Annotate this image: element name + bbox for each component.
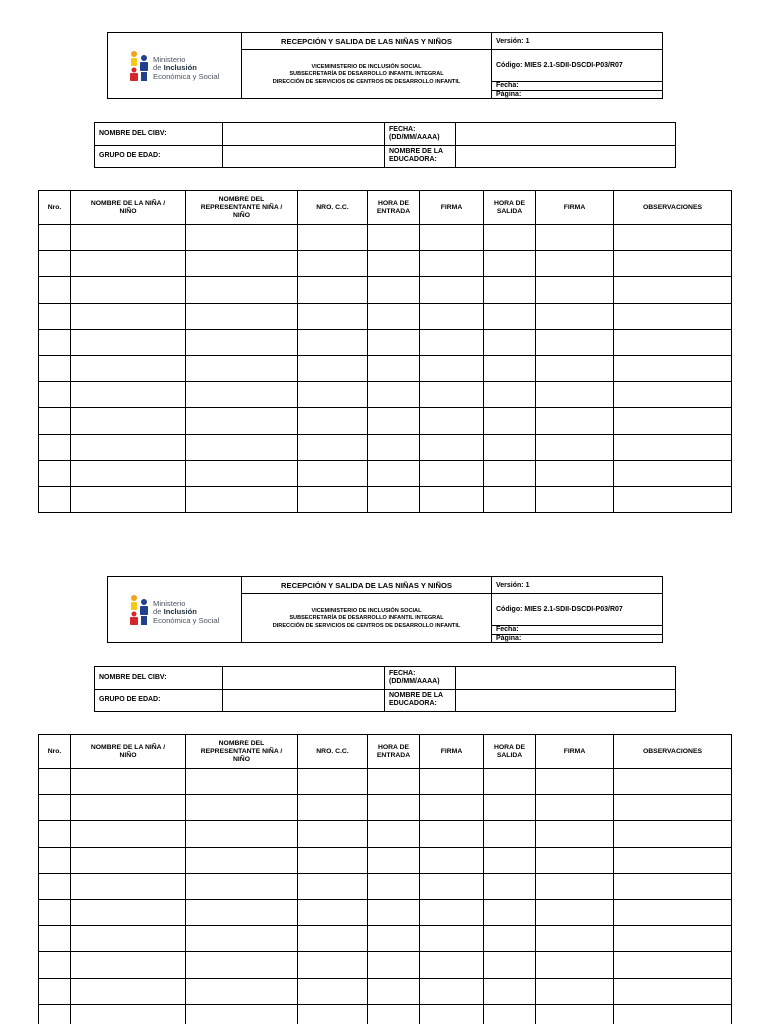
table-cell[interactable] xyxy=(614,795,732,821)
table-cell[interactable] xyxy=(39,978,71,1004)
table-cell[interactable] xyxy=(39,434,71,460)
institution-subtitle: VICEMINISTERIO DE INCLUSIÓN SOCIAL SUBSECRETARÍA DE DESARROLLO INFANTIL INTEGRAL DIRECCIÓN DE SERVICIOS DE CENTROS DE DESARROLLO INFANTIL xyxy=(242,50,492,99)
col-representative-name: NOMBRE DEL REPRESENTANTE NIÑA / NIÑO xyxy=(186,191,298,225)
table-cell[interactable] xyxy=(368,277,420,303)
logo-cell xyxy=(108,33,242,99)
table-cell[interactable] xyxy=(298,355,368,381)
table-cell[interactable] xyxy=(536,277,614,303)
table-cell[interactable] xyxy=(186,251,298,277)
table-cell[interactable] xyxy=(186,926,298,952)
table-cell[interactable] xyxy=(186,486,298,512)
table-cell[interactable] xyxy=(298,277,368,303)
table-cell[interactable] xyxy=(368,486,420,512)
table-cell[interactable] xyxy=(614,847,732,873)
table-cell[interactable] xyxy=(420,795,484,821)
table-cell[interactable] xyxy=(614,1004,732,1024)
table-cell[interactable] xyxy=(71,769,186,795)
table-cell[interactable] xyxy=(298,978,368,1004)
table-cell[interactable] xyxy=(298,847,368,873)
col-exit-time: HORA DE SALIDA xyxy=(484,191,536,225)
table-cell[interactable] xyxy=(536,821,614,847)
table-row xyxy=(39,460,732,486)
table-cell[interactable] xyxy=(71,1004,186,1024)
table-cell[interactable] xyxy=(71,329,186,355)
table-cell[interactable] xyxy=(71,355,186,381)
table-cell[interactable] xyxy=(186,873,298,899)
table-cell[interactable] xyxy=(186,899,298,925)
table-cell[interactable] xyxy=(614,952,732,978)
table-body xyxy=(39,225,732,513)
table-cell[interactable] xyxy=(186,978,298,1004)
form-title: RECEPCIÓN Y SALIDA DE LAS NIÑAS Y NIÑOS xyxy=(242,33,492,50)
table-cell[interactable] xyxy=(484,1004,536,1024)
col-signature-entry: FIRMA xyxy=(420,735,484,769)
table-cell[interactable] xyxy=(186,795,298,821)
cibv-name-label: NOMBRE DEL CIBV: xyxy=(95,667,223,690)
table-cell[interactable] xyxy=(536,795,614,821)
table-header-row xyxy=(39,735,732,769)
table-body xyxy=(39,769,732,1024)
table-cell[interactable] xyxy=(536,769,614,795)
table-row xyxy=(39,899,732,925)
table-cell[interactable] xyxy=(536,408,614,434)
table-cell[interactable] xyxy=(484,408,536,434)
table-cell[interactable] xyxy=(71,460,186,486)
table-cell[interactable] xyxy=(536,1004,614,1024)
version-label: Versión: 1 xyxy=(492,33,663,50)
table-cell[interactable] xyxy=(420,926,484,952)
table-cell[interactable] xyxy=(71,873,186,899)
table-cell[interactable] xyxy=(71,434,186,460)
table-cell[interactable] xyxy=(298,952,368,978)
table-cell[interactable] xyxy=(420,952,484,978)
table-cell[interactable] xyxy=(420,382,484,408)
table-cell[interactable] xyxy=(368,821,420,847)
table-cell[interactable] xyxy=(484,873,536,899)
table-cell[interactable] xyxy=(186,1004,298,1024)
table-row xyxy=(39,329,732,355)
table-cell[interactable] xyxy=(186,355,298,381)
table-row xyxy=(39,251,732,277)
table-cell[interactable] xyxy=(536,251,614,277)
logo-cell xyxy=(108,577,242,643)
table-cell[interactable] xyxy=(368,899,420,925)
educator-name-label: NOMBRE DE LA EDUCADORA: xyxy=(385,145,456,168)
table-cell[interactable] xyxy=(420,873,484,899)
table-cell[interactable] xyxy=(39,1004,71,1024)
table-cell[interactable] xyxy=(39,329,71,355)
table-cell[interactable] xyxy=(71,225,186,251)
table-cell[interactable] xyxy=(536,847,614,873)
table-cell[interactable] xyxy=(536,434,614,460)
table-cell[interactable] xyxy=(368,873,420,899)
table-cell[interactable] xyxy=(368,382,420,408)
table-cell[interactable] xyxy=(420,1004,484,1024)
table-cell[interactable] xyxy=(368,225,420,251)
table-cell[interactable] xyxy=(484,821,536,847)
col-id-number: NRO. C.C. xyxy=(298,191,368,225)
table-cell[interactable] xyxy=(420,486,484,512)
table-cell[interactable] xyxy=(368,1004,420,1024)
table-cell[interactable] xyxy=(186,225,298,251)
table-cell[interactable] xyxy=(536,926,614,952)
table-cell[interactable] xyxy=(71,847,186,873)
table-cell[interactable] xyxy=(298,486,368,512)
educator-name-field[interactable] xyxy=(456,145,676,168)
table-cell[interactable] xyxy=(39,769,71,795)
table-cell[interactable] xyxy=(71,251,186,277)
table-cell[interactable] xyxy=(368,434,420,460)
table-cell[interactable] xyxy=(536,899,614,925)
table-cell[interactable] xyxy=(368,355,420,381)
table-cell[interactable] xyxy=(420,460,484,486)
table-cell[interactable] xyxy=(484,486,536,512)
table-cell[interactable] xyxy=(536,355,614,381)
table-row xyxy=(39,926,732,952)
table-cell[interactable] xyxy=(71,486,186,512)
table-cell[interactable] xyxy=(484,926,536,952)
table-cell[interactable] xyxy=(484,329,536,355)
table-cell[interactable] xyxy=(39,355,71,381)
table-cell[interactable] xyxy=(536,225,614,251)
table-cell[interactable] xyxy=(368,408,420,434)
table-cell[interactable] xyxy=(536,978,614,1004)
code-label: Código: MIES 2.1-SDII-DSCDI-P03/R07 xyxy=(492,50,663,82)
table-cell[interactable] xyxy=(614,926,732,952)
table-row xyxy=(39,486,732,512)
table-cell[interactable] xyxy=(536,329,614,355)
institution-subtitle: VICEMINISTERIO DE INCLUSIÓN SOCIAL SUBSECRETARÍA DE DESARROLLO INFANTIL INTEGRAL DIRECCIÓN DE SERVICIOS DE CENTROS DE DESARROLLO INFANTIL xyxy=(242,594,492,643)
table-row xyxy=(39,847,732,873)
table-cell[interactable] xyxy=(186,382,298,408)
col-id-number: NRO. C.C. xyxy=(298,735,368,769)
version-label: Versión: 1 xyxy=(492,577,663,594)
info-box xyxy=(94,666,676,712)
ministry-logo xyxy=(108,33,241,98)
table-cell[interactable] xyxy=(484,978,536,1004)
age-group-label: GRUPO DE EDAD: xyxy=(95,689,223,712)
logo-text: Ministerio de Inclusión Económica y Social xyxy=(153,55,220,81)
table-cell[interactable] xyxy=(536,873,614,899)
date-field-label: FECHA: (DD/MM/AAAA) xyxy=(385,123,456,146)
table-cell[interactable] xyxy=(368,952,420,978)
table-row xyxy=(39,382,732,408)
table-cell[interactable] xyxy=(368,978,420,1004)
cibv-name-field[interactable] xyxy=(223,667,385,690)
col-nro: Nro. xyxy=(39,735,71,769)
table-cell[interactable] xyxy=(420,355,484,381)
table-cell[interactable] xyxy=(186,434,298,460)
table-cell[interactable] xyxy=(420,225,484,251)
table-cell[interactable] xyxy=(536,460,614,486)
table-cell[interactable] xyxy=(368,460,420,486)
table-cell[interactable] xyxy=(614,382,732,408)
table-row xyxy=(39,873,732,899)
header-box xyxy=(107,576,663,643)
table-row xyxy=(39,952,732,978)
table-cell[interactable] xyxy=(39,952,71,978)
page-label: Página: xyxy=(492,634,663,643)
table-cell[interactable] xyxy=(614,821,732,847)
table-cell[interactable] xyxy=(484,769,536,795)
table-cell[interactable] xyxy=(39,821,71,847)
table-cell[interactable] xyxy=(484,899,536,925)
table-cell[interactable] xyxy=(39,847,71,873)
date-field-label: FECHA: (DD/MM/AAAA) xyxy=(385,667,456,690)
table-cell[interactable] xyxy=(39,277,71,303)
table-cell[interactable] xyxy=(186,277,298,303)
cibv-name-field[interactable] xyxy=(223,123,385,146)
table-cell[interactable] xyxy=(298,251,368,277)
table-cell[interactable] xyxy=(298,382,368,408)
table-cell[interactable] xyxy=(368,847,420,873)
table-cell[interactable] xyxy=(420,277,484,303)
table-cell[interactable] xyxy=(298,1004,368,1024)
table-cell[interactable] xyxy=(71,821,186,847)
table-cell[interactable] xyxy=(536,952,614,978)
table-cell[interactable] xyxy=(484,251,536,277)
table-cell[interactable] xyxy=(186,329,298,355)
table-cell[interactable] xyxy=(614,978,732,1004)
table-cell[interactable] xyxy=(298,329,368,355)
table-cell[interactable] xyxy=(186,408,298,434)
table-cell[interactable] xyxy=(614,769,732,795)
table-cell[interactable] xyxy=(614,355,732,381)
table-cell[interactable] xyxy=(298,303,368,329)
col-observations: OBSERVACIONES xyxy=(614,191,732,225)
table-cell[interactable] xyxy=(298,821,368,847)
table-cell[interactable] xyxy=(368,329,420,355)
table-cell[interactable] xyxy=(186,769,298,795)
table-cell[interactable] xyxy=(186,303,298,329)
col-observations: OBSERVACIONES xyxy=(614,735,732,769)
table-cell[interactable] xyxy=(298,873,368,899)
table-cell[interactable] xyxy=(614,303,732,329)
table-cell[interactable] xyxy=(71,382,186,408)
table-header-row xyxy=(39,191,732,225)
table-cell[interactable] xyxy=(71,952,186,978)
table-row xyxy=(39,434,732,460)
table-cell[interactable] xyxy=(71,408,186,434)
table-cell[interactable] xyxy=(614,277,732,303)
table-cell[interactable] xyxy=(484,460,536,486)
table-cell[interactable] xyxy=(420,847,484,873)
attendance-table xyxy=(38,734,732,1024)
table-cell[interactable] xyxy=(536,486,614,512)
table-cell[interactable] xyxy=(420,303,484,329)
table-cell[interactable] xyxy=(484,847,536,873)
table-cell[interactable] xyxy=(71,303,186,329)
table-cell[interactable] xyxy=(71,899,186,925)
col-child-name: NOMBRE DE LA NIÑA / NIÑO xyxy=(71,191,186,225)
date-field[interactable] xyxy=(456,123,676,146)
table-row xyxy=(39,821,732,847)
table-cell[interactable] xyxy=(484,303,536,329)
table-cell[interactable] xyxy=(484,795,536,821)
table-row xyxy=(39,277,732,303)
table-cell[interactable] xyxy=(39,251,71,277)
table-cell[interactable] xyxy=(536,303,614,329)
attendance-table xyxy=(38,190,732,513)
header-box xyxy=(107,32,663,99)
table-cell[interactable] xyxy=(39,382,71,408)
code-label: Código: MIES 2.1-SDII-DSCDI-P03/R07 xyxy=(492,594,663,626)
table-cell[interactable] xyxy=(368,769,420,795)
col-exit-time: HORA DE SALIDA xyxy=(484,735,536,769)
educator-name-field[interactable] xyxy=(456,689,676,712)
table-cell[interactable] xyxy=(298,769,368,795)
date-label: Fecha: xyxy=(492,82,663,91)
col-representative-name: NOMBRE DEL REPRESENTANTE NIÑA / NIÑO xyxy=(186,735,298,769)
table-row xyxy=(39,408,732,434)
table-cell[interactable] xyxy=(368,795,420,821)
table-cell[interactable] xyxy=(484,355,536,381)
table-cell[interactable] xyxy=(484,952,536,978)
table-cell[interactable] xyxy=(298,225,368,251)
table-row xyxy=(39,795,732,821)
table-cell[interactable] xyxy=(368,303,420,329)
table-cell[interactable] xyxy=(39,408,71,434)
age-group-field[interactable] xyxy=(223,689,385,712)
date-label: Fecha: xyxy=(492,626,663,635)
table-cell[interactable] xyxy=(420,769,484,795)
family-icon xyxy=(128,593,152,627)
col-child-name: NOMBRE DE LA NIÑA / NIÑO xyxy=(71,735,186,769)
table-row xyxy=(39,1004,732,1024)
table-cell[interactable] xyxy=(298,795,368,821)
educator-name-label: NOMBRE DE LA EDUCADORA: xyxy=(385,689,456,712)
table-cell[interactable] xyxy=(368,251,420,277)
table-cell[interactable] xyxy=(420,899,484,925)
ministry-logo xyxy=(108,577,241,642)
family-icon xyxy=(128,49,152,83)
table-cell[interactable] xyxy=(186,847,298,873)
col-entry-time: HORA DE ENTRADA xyxy=(368,735,420,769)
table-cell[interactable] xyxy=(39,303,71,329)
col-entry-time: HORA DE ENTRADA xyxy=(368,191,420,225)
logo-text: Ministerio de Inclusión Económica y Social xyxy=(153,599,220,625)
table-cell[interactable] xyxy=(484,277,536,303)
table-cell[interactable] xyxy=(420,408,484,434)
age-group-label: GRUPO DE EDAD: xyxy=(95,145,223,168)
table-row xyxy=(39,225,732,251)
table-cell[interactable] xyxy=(420,978,484,1004)
table-cell[interactable] xyxy=(298,926,368,952)
table-cell[interactable] xyxy=(614,899,732,925)
table-cell[interactable] xyxy=(420,251,484,277)
col-signature-exit: FIRMA xyxy=(536,191,614,225)
page-label: Página: xyxy=(492,90,663,99)
table-cell[interactable] xyxy=(39,926,71,952)
table-cell[interactable] xyxy=(71,926,186,952)
table-cell[interactable] xyxy=(39,795,71,821)
table-cell[interactable] xyxy=(614,329,732,355)
table-cell[interactable] xyxy=(39,899,71,925)
table-cell[interactable] xyxy=(614,434,732,460)
table-cell[interactable] xyxy=(71,978,186,1004)
col-signature-entry: FIRMA xyxy=(420,191,484,225)
table-cell[interactable] xyxy=(71,277,186,303)
cibv-name-label: NOMBRE DEL CIBV: xyxy=(95,123,223,146)
table-cell[interactable] xyxy=(536,382,614,408)
table-cell[interactable] xyxy=(614,460,732,486)
table-cell[interactable] xyxy=(39,460,71,486)
table-cell[interactable] xyxy=(368,926,420,952)
table-cell[interactable] xyxy=(71,795,186,821)
table-cell[interactable] xyxy=(186,821,298,847)
table-cell[interactable] xyxy=(186,460,298,486)
table-cell[interactable] xyxy=(420,329,484,355)
table-cell[interactable] xyxy=(298,408,368,434)
table-row xyxy=(39,355,732,381)
table-cell[interactable] xyxy=(614,486,732,512)
table-cell[interactable] xyxy=(39,225,71,251)
table-cell[interactable] xyxy=(484,225,536,251)
col-signature-exit: FIRMA xyxy=(536,735,614,769)
table-cell[interactable] xyxy=(614,408,732,434)
date-field[interactable] xyxy=(456,667,676,690)
table-cell[interactable] xyxy=(420,434,484,460)
table-cell[interactable] xyxy=(484,382,536,408)
col-nro: Nro. xyxy=(39,191,71,225)
table-cell[interactable] xyxy=(614,251,732,277)
age-group-field[interactable] xyxy=(223,145,385,168)
table-cell[interactable] xyxy=(420,821,484,847)
table-cell[interactable] xyxy=(298,434,368,460)
table-cell[interactable] xyxy=(614,225,732,251)
table-row xyxy=(39,769,732,795)
table-cell[interactable] xyxy=(298,460,368,486)
table-cell[interactable] xyxy=(614,873,732,899)
info-box xyxy=(94,122,676,168)
table-cell[interactable] xyxy=(298,899,368,925)
table-cell[interactable] xyxy=(484,434,536,460)
table-row xyxy=(39,978,732,1004)
table-cell[interactable] xyxy=(39,873,71,899)
table-row xyxy=(39,303,732,329)
form-title: RECEPCIÓN Y SALIDA DE LAS NIÑAS Y NIÑOS xyxy=(242,577,492,594)
table-cell[interactable] xyxy=(39,486,71,512)
table-cell[interactable] xyxy=(186,952,298,978)
